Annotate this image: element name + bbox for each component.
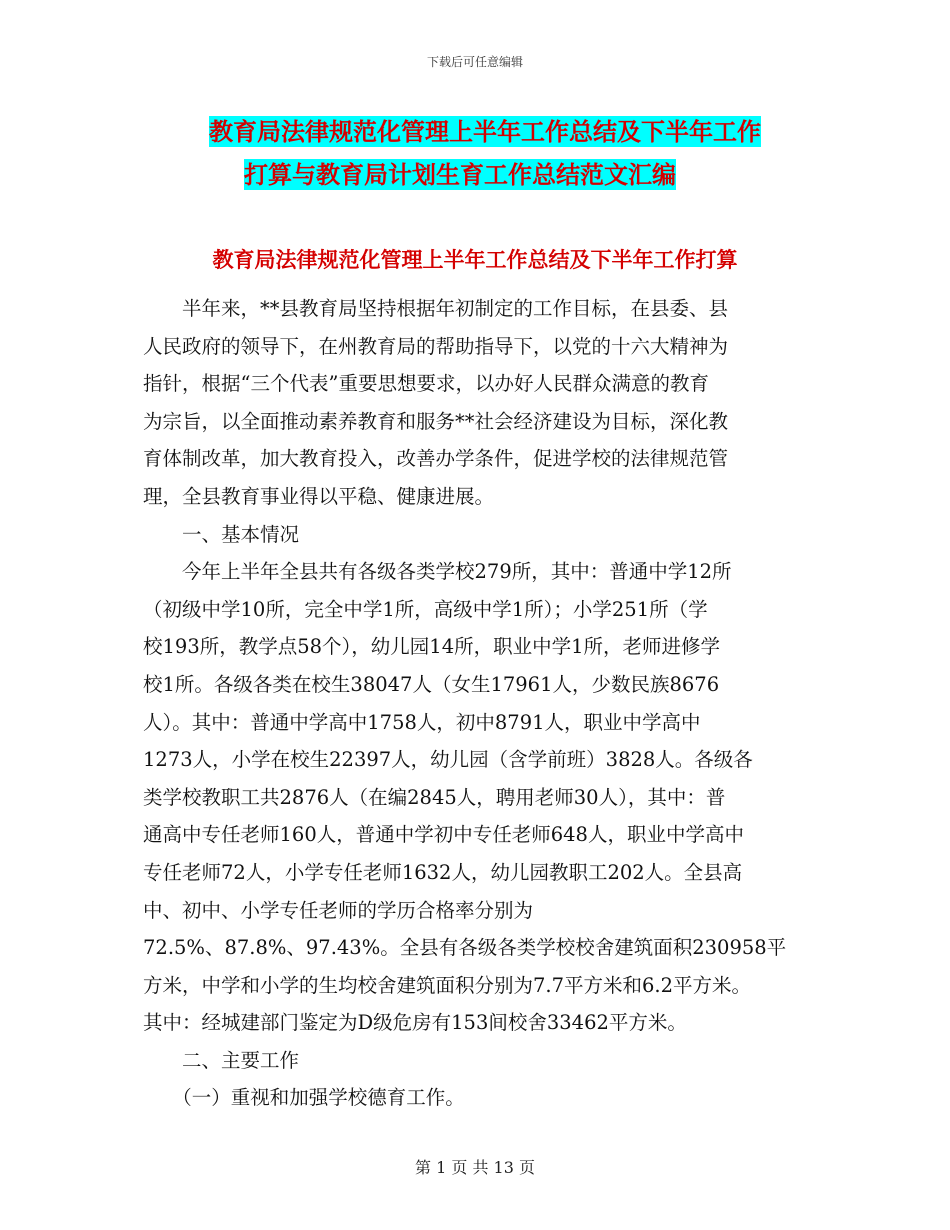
text-line: 其中：经城建部门鉴定为D级危房有153间校舍33462平方米。	[143, 1011, 687, 1035]
header-note: 下载后可任意编辑	[426, 55, 523, 69]
body-text	[143, 290, 823, 1117]
text-line: 通高中专任老师160人，普通中学初中专任老师648人，职业中学高中	[143, 823, 744, 847]
text-line: 理，全县教育事业得以平稳、健康进展。	[143, 484, 495, 508]
text-line: 类学校教职工共2876人（在编2845人，聘用老师30人），其中：普	[143, 785, 726, 809]
text-line: 72.5%、87.8%、97.43%。全县有各级各类学校校舍建筑面积230958平	[143, 936, 787, 960]
text-line: 校1所。各级各类在校生38047人（女生17961人，少数民族8676	[143, 672, 720, 696]
text-line: 为宗旨，以全面推动素养教育和服务**社会经济建设为目标，深化教	[143, 409, 729, 433]
text-line: 育体制改革，加大教育投入，改善办学条件，促进学校的法律规范管	[143, 447, 729, 471]
heading-main-work: 二、主要工作	[143, 1048, 300, 1072]
text-line: 今年上半年全县共有各级各类学校279所，其中：普通中学12所	[143, 560, 732, 584]
text-line: 校193所，教学点58个），幼儿园14所，职业中学1所，老师进修学	[143, 635, 721, 659]
text-line: 方米，中学和小学的生均校舍建筑面积分别为7.7平方米和6.2平方米。	[143, 973, 752, 997]
text-line: 指针，根据“三个代表”重要思想要求，以办好人民群众满意的教育	[143, 372, 709, 396]
heading-basic-situation: 一、基本情况	[143, 522, 300, 546]
text-line: 专任老师72人，小学专任老师1632人，幼儿园教职工202人。全县高	[143, 860, 743, 884]
document-title-line-2: 打算与教育局计划生育工作总结范文汇编	[244, 160, 676, 189]
text-line: （初级中学10所，完全中学1所，高级中学1所）；小学251所（学	[143, 597, 708, 621]
text-line: 中、初中、小学专任老师的学历合格率分别为	[143, 898, 534, 922]
text-line: 人民政府的领导下，在州教育局的帮助指导下，以党的十六大精神为	[143, 334, 729, 358]
section-title: 教育局法律规范化管理上半年工作总结及下半年工作打算	[212, 247, 738, 272]
page-footer: 第 1 页 共 13 页	[415, 1158, 535, 1177]
document-title-line-1: 教育局法律规范化管理上半年工作总结及下半年工作	[209, 117, 761, 146]
text-line: 半年来，**县教育局坚持根据年初制定的工作目标，在县委、县	[143, 297, 729, 320]
text-line: 1273人，小学在校生22397人，幼儿园（含学前班）3828人。各级各	[143, 748, 753, 772]
text-line: 人）。其中：普通中学高中1758人，初中8791人，职业中学高中	[143, 710, 701, 734]
subheading-moral-education: （一）重视和加强学校德育工作。	[143, 1086, 465, 1110]
